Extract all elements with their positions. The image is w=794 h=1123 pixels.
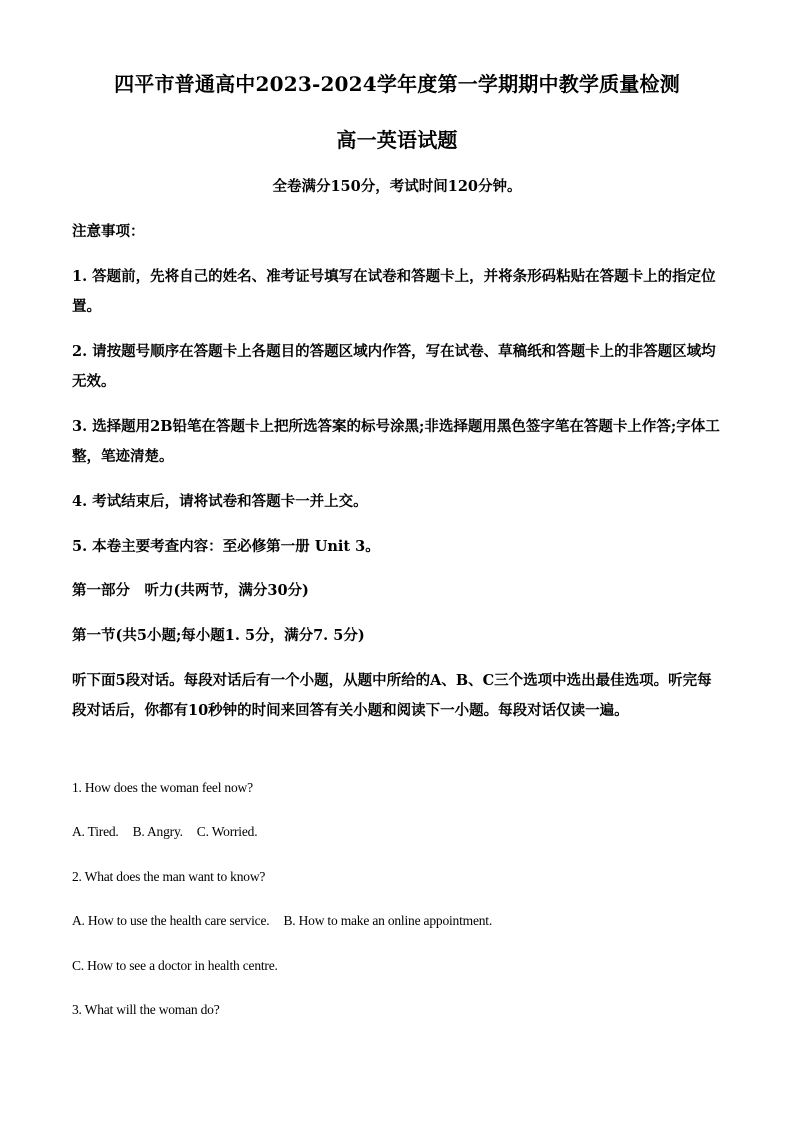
exam-info: 全卷满分150分，考试时间120分钟。 (272, 178, 522, 195)
option-a: A. Tired. (72, 824, 119, 839)
note-item-3: 3. 选择题用2B铅笔在答题卡上把所选答案的标号涂黑;非选择题用黑色签字笔在答题卡上作答;字体工整，笔迹清楚。 (72, 418, 720, 465)
option-a: A. How to use the health care service. (72, 913, 270, 928)
option-c: C. Worried. (196, 824, 258, 839)
listening-instructions: 听下面5段对话。每段对话后有一个小题，从题中所给的A、B、C三个选项中选出最佳选项。听完每段对话后，你都有10秒钟的时间来回答有关小题和阅读下一小题。每段对话仅读一遍。 (72, 672, 712, 719)
question-options (72, 911, 724, 931)
note-item-4: 4. 考试结束后，请将试卷和答题卡一并上交。 (72, 493, 368, 510)
question-options (72, 822, 724, 842)
note-item-2: 2. 请按题号顺序在答题卡上各题目的答题区域内作答，写在试卷、草稿纸和答题卡上的非答题区域均无效。 (72, 343, 716, 390)
note-item-1: 1. 答题前，先将自己的姓名、准考证号填写在试卷和答题卡上，并将条形码粘贴在答题卡上的指定位置。 (72, 268, 716, 315)
notes-heading: 注意事项： (72, 223, 145, 240)
option-c: C. How to see a doctor in health centre. (72, 958, 278, 973)
exam-title: 四平市普通高中2023-2024学年度第一学期期中教学质量检测 (114, 72, 680, 96)
part1-title: 第一部分 听力(共两节，满分30分) (72, 582, 309, 599)
option-b: B. Angry. (132, 824, 183, 839)
subject-title: 高一英语试题 (336, 128, 458, 152)
question-stem: 1. How does the woman feel now? (72, 780, 253, 795)
option-b: B. How to make an online appointment. (283, 913, 493, 928)
question-stem: 3. What will the woman do? (72, 1002, 220, 1017)
note-item-5: 5. 本卷主要考查内容：至必修第一册 Unit 3。 (72, 538, 380, 555)
question-stem: 2. What does the man want to know? (72, 869, 266, 884)
section1-title: 第一节(共5小题;每小题1. 5分，满分7. 5分) (72, 627, 365, 644)
